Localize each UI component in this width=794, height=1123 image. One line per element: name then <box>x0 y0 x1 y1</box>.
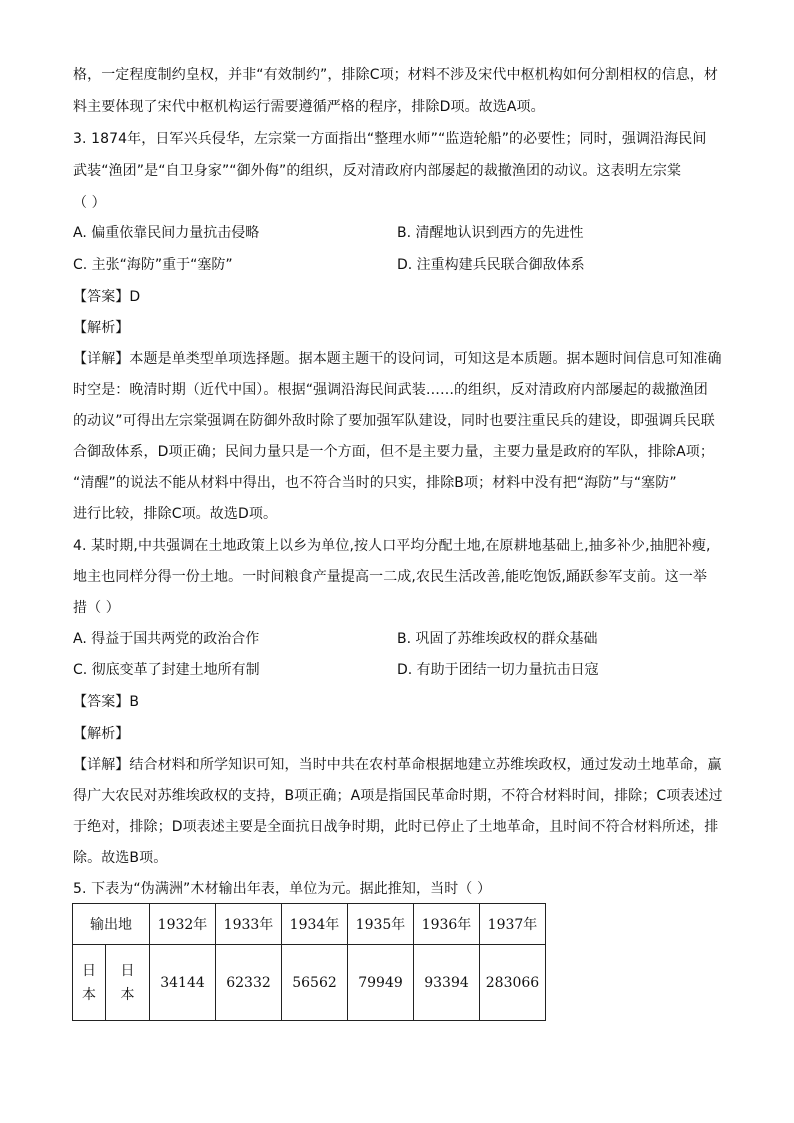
q4-option-d: D. 有助于团结一切力量抗击日寇 <box>397 662 599 678</box>
q3-explanation: 【详解】本题是单类型单项选择题。据本题主题干的设问词，可知这是本质题。据本题时间信息可知准确 <box>73 351 722 367</box>
table-header-row <box>73 904 546 945</box>
value-cell: 62332 <box>216 945 282 1021</box>
row-label-cell <box>73 945 106 1021</box>
q4-option-a: A. 得益于国共两党的政治合作 <box>73 631 260 647</box>
q3-explanation: 的动议”可得出左宗棠强调在防御外敌时除了要加强军队建设，同时也要注重民兵的建设，即强调兵民联 <box>73 413 715 429</box>
year-cell: 1933年 <box>216 904 282 945</box>
value-cell: 283066 <box>480 945 546 1021</box>
year-cell: 1935年 <box>348 904 414 945</box>
value-cell: 93394 <box>414 945 480 1021</box>
question-4-stem: 地主也同样分得一份土地。一时间粮食产量提高一二成,农民生活改善,能吃饱饭,踊跃参军支前。这一举 <box>73 569 708 585</box>
year-cell: 1934年 <box>282 904 348 945</box>
q3-explanation: 时空是：晚清时期（近代中国）。根据“强调沿海民间武装……的组织，反对清政府内部屡起的裁撤渔团 <box>73 382 708 398</box>
q4-explanation: 除。故选B项。 <box>73 850 168 866</box>
row-label: 日本 <box>82 962 96 1003</box>
q4-explanation: 于绝对，排除；D项表述主要是全面抗日战争时期，此时已停止了土地革命，且时间不符合材料所述，排 <box>73 819 719 835</box>
timber-export-table <box>72 903 546 1021</box>
q4-option-c: C. 彻底变革了封建土地所有制 <box>73 662 260 678</box>
question-4-stem: 4. 某时期,中共强调在土地政策上以乡为单位,按人口平均分配土地,在原耕地基础上,抽多补少,抽肥补瘦, <box>73 538 711 554</box>
q3-explanation: 进行比较，排除C项。故选D项。 <box>73 506 278 522</box>
q4-explanation: 得广大农民对苏维埃政权的支持，B项正确；A项是指国民革命时期，不符合材料时间，排除；C项表述过 <box>73 788 723 804</box>
q4-explanation: 【详解】结合材料和所学知识可知，当时中共在农村革命根据地建立苏维埃政权，通过发动土地革命，赢 <box>73 757 722 773</box>
question-3-blank: （ ） <box>73 195 106 211</box>
q3-option-d: D. 注重构建兵民联合御敌体系 <box>397 257 585 273</box>
text-line: 料主要体现了宋代中枢机构运行需要遵循严格的程序，排除D项。故选A项。 <box>73 99 545 115</box>
table-row <box>73 945 546 1021</box>
header-cell: 输出地 <box>73 904 150 945</box>
q3-explanation: 合御敌体系，D项正确；民间力量只是一个方面，但不是主要力量，主要力量是政府的军队，排除A项； <box>73 444 714 460</box>
question-3-stem: 3. 1874年，日军兴兵侵华，左宗棠一方面指出“整理水师”“监造轮船”的必要性；同时，强调沿海民间 <box>73 131 707 147</box>
q3-option-a: A. 偏重依靠民间力量抗击侵略 <box>73 225 260 241</box>
q4-answer: 【答案】B <box>73 694 140 710</box>
q4-option-b: B. 巩固了苏维埃政权的群众基础 <box>397 631 598 647</box>
row-label-cell <box>106 945 150 1021</box>
question-3-stem: 武装“渔团”是“自卫身家”“御外侮”的组织，反对清政府内部屡起的裁撤渔团的动议。这表明左宗棠 <box>73 163 682 179</box>
year-cell: 1932年 <box>150 904 216 945</box>
q4-analysis-heading: 【解析】 <box>73 726 130 742</box>
text-line: 格，一定程度制约皇权，并非“有效制约”，排除C项；材料不涉及宋代中枢机构如何分割相权的信息，材 <box>73 67 718 83</box>
year-cell: 1937年 <box>480 904 546 945</box>
q3-answer: 【答案】D <box>73 289 141 305</box>
q3-explanation: “清醒”的说法不能从材料中得出，也不符合当时的只实，排除B项；材料中没有把“海防”与“塞防” <box>73 475 677 491</box>
value-cell: 34144 <box>150 945 216 1021</box>
value-cell: 56562 <box>282 945 348 1021</box>
q3-option-c: C. 主张“海防”重于“塞防” <box>73 257 233 273</box>
question-5-stem: 5. 下表为“伪满洲”木材输出年表，单位为元。据此推知，当时（ ） <box>73 881 492 897</box>
q3-analysis-heading: 【解析】 <box>73 320 130 336</box>
value-cell: 79949 <box>348 945 414 1021</box>
question-4-stem: 措（ ） <box>73 600 120 616</box>
row-label: 日本 <box>120 962 135 1003</box>
year-cell: 1936年 <box>414 904 480 945</box>
q3-option-b: B. 清醒地认识到西方的先进性 <box>397 225 584 241</box>
